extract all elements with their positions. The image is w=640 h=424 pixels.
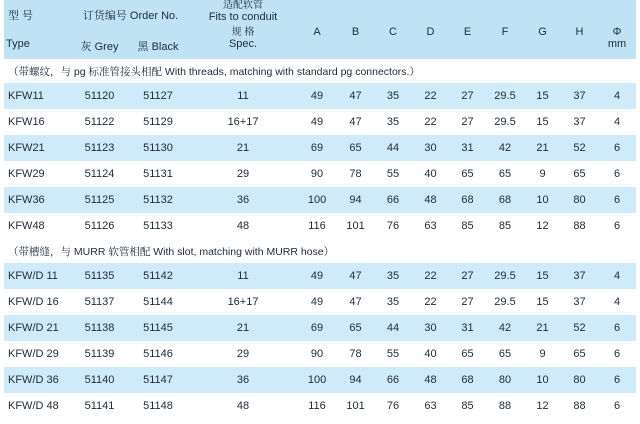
cell-grey: 51140 xyxy=(72,367,127,393)
cell-d: 63 xyxy=(424,220,437,232)
cell-h: 88 xyxy=(573,400,586,412)
cell-h: 80 xyxy=(561,187,598,213)
cell-e: 27 xyxy=(449,83,486,109)
cell-black: 51129 xyxy=(143,116,173,128)
cell-f: 80 xyxy=(486,367,524,393)
cell-type: KFW/D 11 xyxy=(4,263,72,289)
cell-grey: 51122 xyxy=(84,116,115,128)
cell-f: 29.5 xyxy=(494,296,516,308)
cell-g: 12 xyxy=(536,220,549,232)
cell-black: 51145 xyxy=(127,315,189,341)
cell-f: 29.5 xyxy=(494,116,516,128)
cell-type: KFW/D 16 xyxy=(8,296,59,308)
cell-g: 15 xyxy=(536,296,549,308)
cell-a: 100 xyxy=(297,187,337,213)
cell-a: 116 xyxy=(308,400,326,412)
cell-a: 69 xyxy=(297,135,337,161)
cell-h: 65 xyxy=(573,348,586,360)
cell-c: 35 xyxy=(386,296,400,308)
cell-e: 68 xyxy=(449,367,486,393)
table-header xyxy=(4,0,636,59)
cell-phi: 6 xyxy=(613,400,621,412)
cell-b: 101 xyxy=(346,400,365,412)
cell-type: KFW/D 36 xyxy=(4,367,72,393)
cell-spec: 16+17 xyxy=(227,296,259,308)
col-phi-header: Φ xyxy=(598,0,636,38)
cell-phi: 6 xyxy=(598,135,636,161)
black-header: 黑 Black xyxy=(127,38,189,59)
cell-d: 30 xyxy=(412,135,449,161)
cell-c: 66 xyxy=(374,367,412,393)
spec-header-line1 xyxy=(189,0,297,23)
cell-d: 48 xyxy=(412,367,449,393)
table-body xyxy=(4,59,636,419)
cell-g: 9 xyxy=(539,348,546,360)
cell-c: 44 xyxy=(374,135,412,161)
cell-b: 65 xyxy=(337,315,374,341)
cell-type: KFW16 xyxy=(8,116,45,128)
cell-phi: 4 xyxy=(598,263,636,289)
cell-c: 55 xyxy=(386,348,400,360)
cell-f: 42 xyxy=(486,315,524,341)
cell-c: 44 xyxy=(374,315,412,341)
table-row xyxy=(4,83,636,109)
cell-a: 69 xyxy=(297,315,337,341)
cell-type: KFW36 xyxy=(4,187,72,213)
cell-d: 40 xyxy=(424,348,437,360)
cell-d: 40 xyxy=(424,168,437,180)
cell-type: KFW11 xyxy=(4,83,72,109)
cell-a: 49 xyxy=(310,116,324,128)
cell-type: KFW29 xyxy=(8,168,45,180)
col-h-header: H xyxy=(561,0,598,38)
cell-grey: 51137 xyxy=(84,296,115,308)
cell-spec: 21 xyxy=(189,135,297,161)
col-a-header: A xyxy=(297,0,337,38)
section-heading xyxy=(4,239,636,263)
table-row xyxy=(4,187,636,213)
cell-g: 15 xyxy=(536,116,549,128)
table-row xyxy=(4,393,636,419)
col-c-header: C xyxy=(374,0,412,38)
cell-type: KFW/D 29 xyxy=(8,348,59,360)
cell-spec: 48 xyxy=(236,220,250,232)
cell-e: 31 xyxy=(449,315,486,341)
spec-header-cn: 适配软管 xyxy=(223,0,264,11)
cell-phi: 6 xyxy=(598,315,636,341)
section-title: （带槽缝，与 MURR 软管相配 With slot, matching with MURR hose） xyxy=(4,239,636,263)
cell-a: 49 xyxy=(310,296,324,308)
cell-h: 37 xyxy=(561,83,598,109)
cell-grey: 51124 xyxy=(84,168,115,180)
cell-h: 88 xyxy=(573,220,586,232)
cell-f: 65 xyxy=(498,348,512,360)
cell-grey: 51139 xyxy=(84,348,115,360)
cell-type: KFW/D 21 xyxy=(4,315,72,341)
table-row xyxy=(4,109,636,135)
cell-g: 21 xyxy=(524,135,561,161)
cell-type: KFW21 xyxy=(4,135,72,161)
cell-e: 65 xyxy=(461,168,474,180)
table-row xyxy=(4,367,636,393)
cell-black: 51142 xyxy=(127,263,189,289)
cell-b: 78 xyxy=(349,168,362,180)
cell-f: 68 xyxy=(486,187,524,213)
cell-f: 85 xyxy=(498,220,512,232)
cell-spec: 16+17 xyxy=(227,116,259,128)
order-header-cn: 订货编号 xyxy=(82,10,127,22)
cell-d: 48 xyxy=(412,187,449,213)
cell-type: KFW48 xyxy=(8,220,45,232)
order-no-header xyxy=(72,0,189,23)
cell-phi: 4 xyxy=(598,83,636,109)
spec-header-cn2: 规 格 xyxy=(189,23,297,38)
cell-f: 65 xyxy=(498,168,512,180)
cell-black: 51144 xyxy=(143,296,173,308)
cell-h: 37 xyxy=(573,296,586,308)
cell-e: 27 xyxy=(461,116,474,128)
table-row xyxy=(4,263,636,289)
cell-phi: 6 xyxy=(613,220,621,232)
cell-spec: 36 xyxy=(189,367,297,393)
type-header-cn: 型 号 xyxy=(4,0,72,23)
cell-b: 94 xyxy=(337,187,374,213)
cell-c: 66 xyxy=(374,187,412,213)
cell-grey: 51120 xyxy=(72,83,127,109)
col-d-header: D xyxy=(412,0,449,38)
cell-e: 65 xyxy=(461,348,474,360)
cell-phi: 4 xyxy=(613,296,621,308)
cell-f: 29.5 xyxy=(486,263,524,289)
cell-a: 116 xyxy=(308,220,326,232)
spec-header-en: Fits to conduit xyxy=(208,11,278,23)
cell-e: 68 xyxy=(449,187,486,213)
cell-a: 90 xyxy=(310,348,324,360)
type-header-en: Type xyxy=(4,38,72,59)
cell-grey: 51126 xyxy=(84,220,115,232)
cell-g: 12 xyxy=(536,400,549,412)
cell-b: 94 xyxy=(337,367,374,393)
grey-header: 灰 Grey xyxy=(72,38,127,59)
section-heading xyxy=(4,59,636,83)
cell-d: 22 xyxy=(424,116,437,128)
cell-c: 35 xyxy=(374,263,412,289)
cell-e: 27 xyxy=(449,263,486,289)
cell-b: 101 xyxy=(346,220,365,232)
table-row xyxy=(4,341,636,367)
cell-phi: 4 xyxy=(613,116,621,128)
cell-d: 63 xyxy=(424,400,437,412)
cell-e: 85 xyxy=(461,220,474,232)
cell-black: 51130 xyxy=(127,135,189,161)
table-row xyxy=(4,289,636,315)
cell-h: 65 xyxy=(573,168,586,180)
cell-grey: 51125 xyxy=(72,187,127,213)
cell-h: 37 xyxy=(561,263,598,289)
cell-g: 21 xyxy=(524,315,561,341)
cell-type: KFW/D 48 xyxy=(8,400,59,412)
table-row xyxy=(4,161,636,187)
section-title: （带螺纹，与 pg 标准管接头相配 With threads, matching with standard pg connectors.） xyxy=(4,59,636,83)
cell-spec: 11 xyxy=(189,263,297,289)
cell-e: 31 xyxy=(449,135,486,161)
cell-b: 78 xyxy=(349,348,362,360)
cell-h: 52 xyxy=(561,315,598,341)
cell-black: 51148 xyxy=(143,400,173,412)
cell-a: 49 xyxy=(297,83,337,109)
cell-d: 22 xyxy=(412,83,449,109)
cell-e: 27 xyxy=(461,296,474,308)
cell-g: 15 xyxy=(524,83,561,109)
cell-c: 35 xyxy=(386,116,400,128)
cell-h: 52 xyxy=(561,135,598,161)
cell-b: 47 xyxy=(337,83,374,109)
col-b-header: B xyxy=(337,0,374,38)
cell-black: 51127 xyxy=(127,83,189,109)
cell-spec: 36 xyxy=(189,187,297,213)
cell-d: 30 xyxy=(412,315,449,341)
cell-b: 47 xyxy=(337,263,374,289)
cell-spec: 29 xyxy=(236,348,250,360)
cell-c: 76 xyxy=(386,220,400,232)
cell-f: 88 xyxy=(498,400,512,412)
cell-spec: 48 xyxy=(236,400,250,412)
cell-b: 65 xyxy=(337,135,374,161)
cell-phi: 6 xyxy=(613,168,621,180)
cell-a: 49 xyxy=(297,263,337,289)
cell-grey: 51123 xyxy=(72,135,127,161)
col-e-header: E xyxy=(449,0,486,38)
phi-unit: mm xyxy=(598,38,636,59)
cell-a: 90 xyxy=(310,168,324,180)
cell-g: 10 xyxy=(524,187,561,213)
cell-g: 10 xyxy=(524,367,561,393)
cell-phi: 6 xyxy=(598,367,636,393)
cell-phi: 6 xyxy=(598,187,636,213)
col-g-header: G xyxy=(524,0,561,38)
cell-grey: 51141 xyxy=(84,400,115,412)
cell-grey: 51138 xyxy=(72,315,127,341)
cell-f: 29.5 xyxy=(486,83,524,109)
cell-c: 76 xyxy=(386,400,400,412)
product-spec-table xyxy=(4,0,636,419)
table-row xyxy=(4,315,636,341)
cell-d: 22 xyxy=(412,263,449,289)
cell-f: 42 xyxy=(486,135,524,161)
cell-black: 51132 xyxy=(127,187,189,213)
cell-spec: 29 xyxy=(236,168,250,180)
cell-a: 100 xyxy=(297,367,337,393)
cell-b: 47 xyxy=(349,296,362,308)
cell-h: 80 xyxy=(561,367,598,393)
cell-e: 85 xyxy=(461,400,474,412)
spec-header-en2: Spec. xyxy=(189,38,297,59)
table-row xyxy=(4,213,636,239)
cell-c: 55 xyxy=(386,168,400,180)
cell-black: 51133 xyxy=(143,220,173,232)
col-f-header: F xyxy=(486,0,524,38)
cell-phi: 6 xyxy=(613,348,621,360)
cell-h: 37 xyxy=(573,116,586,128)
cell-b: 47 xyxy=(349,116,362,128)
cell-grey: 51135 xyxy=(72,263,127,289)
cell-c: 35 xyxy=(374,83,412,109)
order-header-en: Order No. xyxy=(129,10,179,22)
cell-spec: 21 xyxy=(189,315,297,341)
cell-g: 9 xyxy=(539,168,546,180)
cell-black: 51146 xyxy=(143,348,173,360)
cell-d: 22 xyxy=(424,296,437,308)
cell-spec: 11 xyxy=(189,83,297,109)
cell-black: 51131 xyxy=(143,168,173,180)
cell-black: 51147 xyxy=(127,367,189,393)
table-row xyxy=(4,135,636,161)
cell-g: 15 xyxy=(524,263,561,289)
